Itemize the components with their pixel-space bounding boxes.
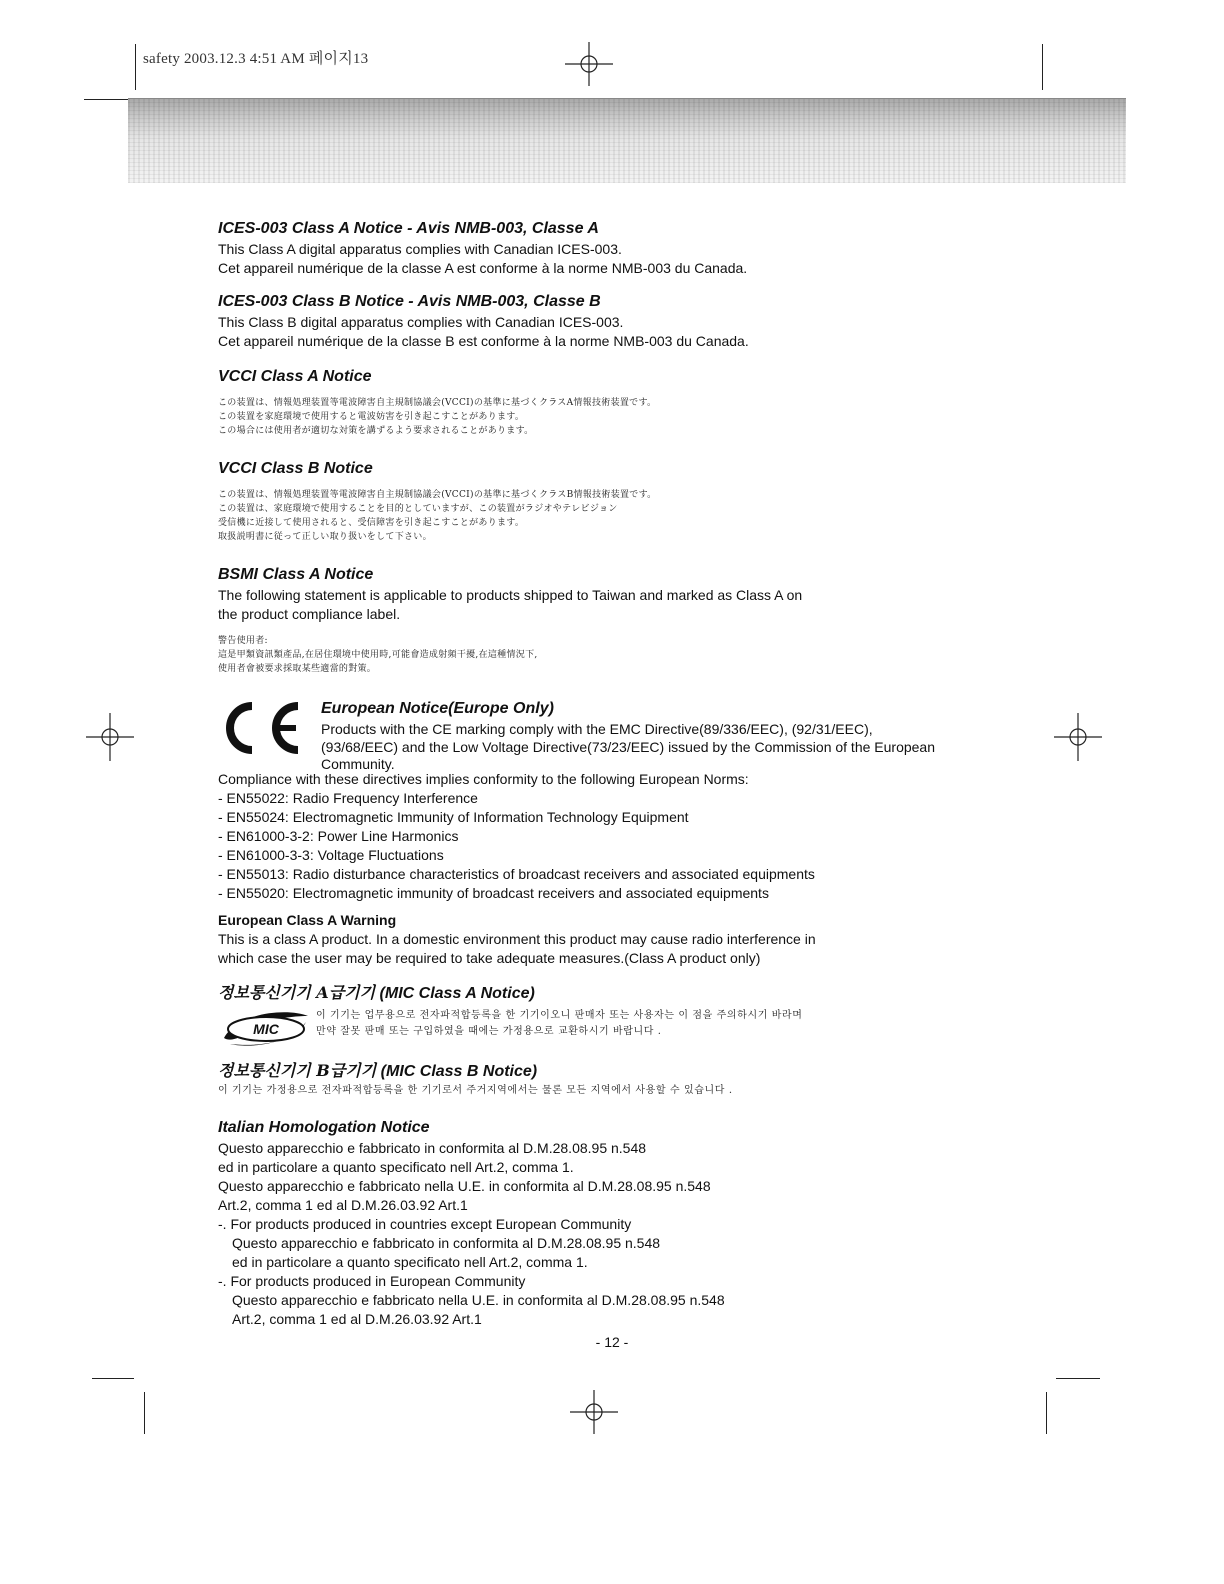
korean-title: 정보통신기기 A급기기 bbox=[218, 983, 376, 1002]
body-line: This is a class A product. In a domestic environment this product may cause radio interference in bbox=[218, 931, 816, 947]
bsmi-section bbox=[218, 564, 978, 676]
body-line: which case the user may be required to take adequate measures.(Class A product only) bbox=[218, 950, 761, 966]
ices-a-section bbox=[218, 218, 978, 278]
section-heading bbox=[218, 982, 978, 1005]
crop-mark bbox=[84, 99, 130, 100]
print-slug: safety 2003.12.3 4:51 AM 페이지13 bbox=[143, 51, 369, 67]
vcci-b-section bbox=[218, 458, 978, 544]
mic-a-section bbox=[218, 982, 978, 1037]
section-heading: BSMI Class A Notice bbox=[218, 566, 374, 583]
registration-mark-icon bbox=[1054, 713, 1102, 761]
section-heading: VCCI Class B Notice bbox=[218, 460, 373, 477]
japanese-line: この装置は、家庭環境で使用することを目的としていますが、この装置がラジオやテレビジョン bbox=[218, 504, 618, 514]
section-heading: ICES-003 Class B Notice - Avis NMB-003, Classe B bbox=[218, 293, 601, 310]
registration-mark-icon bbox=[86, 713, 134, 761]
korean-line: 이 기기는 업무용으로 전자파적합등록을 한 기기이오니 판매자 또는 사용자는 이 점을 주의하시기 바라며 bbox=[316, 1010, 803, 1021]
europe-notice-block bbox=[218, 698, 978, 778]
crop-mark bbox=[1046, 1392, 1047, 1434]
body-line: This Class B digital apparatus complies with Canadian ICES-003. bbox=[218, 314, 624, 330]
korean-title: 정보통신기기 B급기기 bbox=[218, 1061, 377, 1080]
body-line: Questo apparecchio e fabbricato in conformita al D.M.28.08.95 n.548 bbox=[218, 1140, 647, 1156]
italian-section bbox=[218, 1117, 978, 1329]
japanese-line: この装置は、情報処理装置等電波障害自主規制協議会(VCCI)の基準に基づくクラスA情報技術装置です。 bbox=[218, 398, 657, 408]
body-line: Compliance with these directives implies conformity to the following European Norms: bbox=[218, 771, 749, 787]
japanese-line: 取扱説明書に従って正しい取り扱いをして下さい。 bbox=[218, 532, 432, 542]
list-item: - EN61000-3-3: Voltage Fluctuations bbox=[218, 847, 444, 863]
body-line: ed in particolare a quanto specificato nell Art.2, comma 1. bbox=[218, 1159, 574, 1175]
section-heading bbox=[218, 1060, 978, 1083]
body-line: The following statement is applicable to products shipped to Taiwan and marked as Class A on bbox=[218, 587, 803, 603]
section-heading: VCCI Class A Notice bbox=[218, 368, 372, 385]
section-heading: Italian Homologation Notice bbox=[218, 1119, 430, 1136]
body-line: Questo apparecchio e fabbricato in conformita al D.M.28.08.95 n.548 bbox=[232, 1235, 661, 1251]
vcci-a-section bbox=[218, 366, 978, 438]
list-item: - EN55020: Electromagnetic immunity of broadcast receivers and associated equipments bbox=[218, 885, 769, 901]
body-line: Products with the CE marking comply with the EMC Directive(89/336/EEC), (92/31/EEC), bbox=[321, 721, 873, 737]
section-heading: European Notice(Europe Only) bbox=[321, 700, 554, 717]
mic-logo-icon bbox=[218, 1008, 313, 1048]
mic-b-section bbox=[218, 1060, 978, 1099]
crop-mark bbox=[1042, 44, 1043, 90]
body-line: -. For products produced in European Community bbox=[218, 1273, 526, 1289]
mic-logo-text: MIC bbox=[253, 1021, 279, 1037]
crop-mark bbox=[92, 1378, 134, 1379]
chinese-line: 這是甲類資訊類產品,在居住環境中使用時,可能會造成射頻干擾,在這種情況下, bbox=[218, 650, 538, 660]
chinese-line: 警告使用者: bbox=[218, 636, 268, 646]
body-line: This Class A digital apparatus complies with Canadian ICES-003. bbox=[218, 241, 622, 257]
body-line: Community. bbox=[321, 756, 395, 772]
chinese-line: 使用者會被要求採取某些適當的對策。 bbox=[218, 664, 377, 674]
korean-line: 이 기기는 가정용으로 전자파적합등록을 한 기기로서 주거지역에서는 물론 모든 지역에서 사용할 수 있습니다 . bbox=[218, 1085, 733, 1096]
norms-list bbox=[218, 789, 978, 903]
list-item: - EN55022: Radio Frequency Interference bbox=[218, 790, 478, 806]
body-line: ed in particolare a quanto specificato nell Art.2, comma 1. bbox=[232, 1254, 588, 1270]
japanese-line: この場合には使用者が適切な対策を講ずるよう要求されることがあります。 bbox=[218, 426, 534, 436]
body-line: Art.2, comma 1 ed al D.M.26.03.92 Art.1 bbox=[232, 1311, 482, 1327]
body-line: Questo apparecchio e fabbricato nella U.E. in conformita al D.M.28.08.95 n.548 bbox=[232, 1292, 725, 1308]
english-title: (MIC Class B Notice) bbox=[380, 1063, 538, 1080]
body-line: -. For products produced in countries except European Community bbox=[218, 1216, 632, 1232]
body-line: Cet appareil numérique de la classe A est conforme à la norme NMB-003 du Canada. bbox=[218, 260, 748, 276]
registration-mark-icon bbox=[570, 1388, 618, 1436]
ce-mark-icon bbox=[218, 698, 308, 758]
list-item: - EN55024: Electromagnetic Immunity of Information Technology Equipment bbox=[218, 809, 689, 825]
ices-b-section bbox=[218, 291, 978, 351]
japanese-line: 受信機に近接して使用されると、受信障害を引き起こすことがあります。 bbox=[218, 518, 525, 528]
english-title: (MIC Class A Notice) bbox=[379, 985, 535, 1002]
japanese-line: この装置を家庭環境で使用すると電波妨害を引き起こすことがあります。 bbox=[218, 412, 525, 422]
crop-mark bbox=[135, 44, 136, 90]
body-line: Questo apparecchio e fabbricato nella U.E. in conformita al D.M.28.08.95 n.548 bbox=[218, 1178, 711, 1194]
body-line: Art.2, comma 1 ed al D.M.26.03.92 Art.1 bbox=[218, 1197, 468, 1213]
body-line: the product compliance label. bbox=[218, 606, 401, 622]
japanese-line: この装置は、情報処理装置等電波障害自主規制協議会(VCCI)の基準に基づくクラスB情報技術装置です。 bbox=[218, 490, 657, 500]
europe-norms bbox=[218, 770, 978, 903]
page-number: - 12 - bbox=[595, 1334, 629, 1350]
korean-line: 만약 잘못 판매 또는 구입하였을 때에는 가정용으로 교환하시기 바랍니다 . bbox=[316, 1026, 662, 1037]
list-item: - EN61000-3-2: Power Line Harmonics bbox=[218, 828, 459, 844]
europe-warning bbox=[218, 911, 978, 968]
body-line: Cet appareil numérique de la classe B est conforme à la norme NMB-003 du Canada. bbox=[218, 333, 749, 349]
subheading: European Class A Warning bbox=[218, 912, 397, 928]
crop-mark bbox=[144, 1392, 145, 1434]
body-line: (93/68/EEC) and the Low Voltage Directive(73/23/EEC) issued by the Commission of the European bbox=[321, 739, 935, 755]
crop-mark bbox=[1056, 1378, 1100, 1379]
registration-mark-icon bbox=[565, 40, 613, 88]
section-heading: ICES-003 Class A Notice - Avis NMB-003, Classe A bbox=[218, 220, 599, 237]
list-item: - EN55013: Radio disturbance characteristics of broadcast receivers and associated equipments bbox=[218, 866, 815, 882]
header-banner bbox=[128, 98, 1126, 183]
